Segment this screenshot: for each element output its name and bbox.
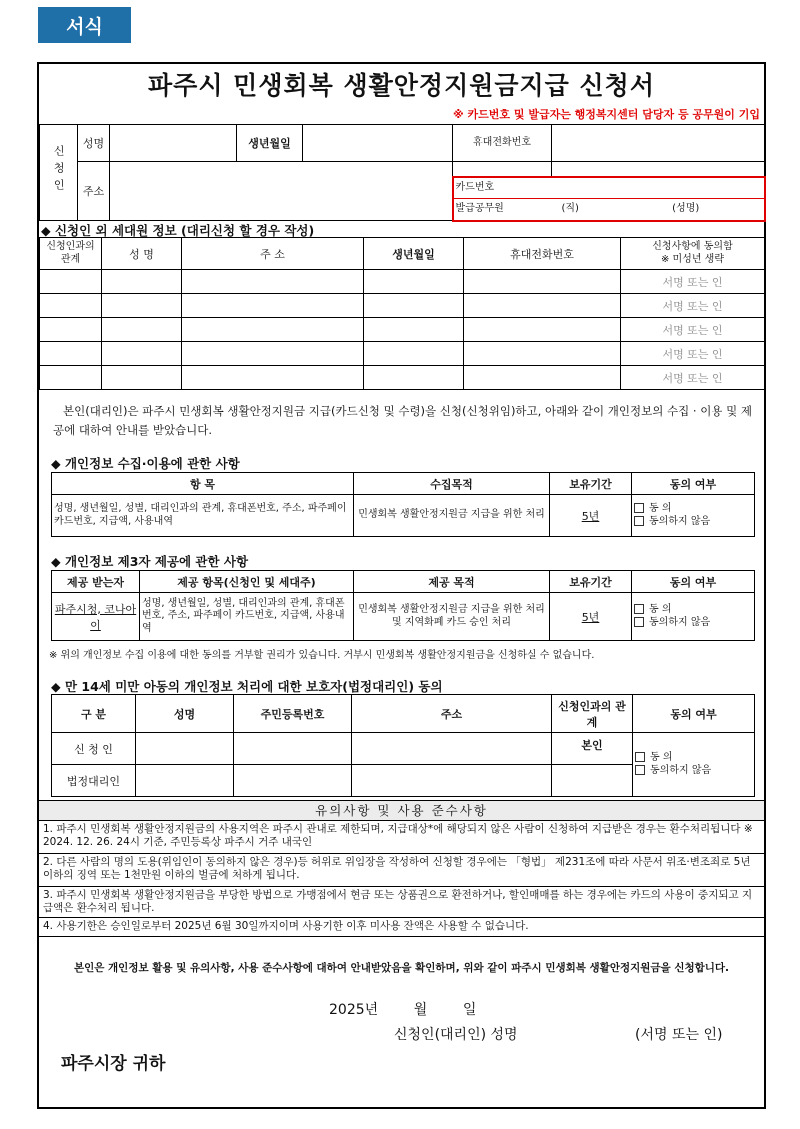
form-frame xyxy=(37,62,766,1109)
hh-cell[interactable] xyxy=(102,342,182,366)
collect-items: 성명, 생년월일, 성별, 대리인과의 관계, 휴대폰번호, 주소, 파주페이 카드번호, 지급액, 사용내역 xyxy=(52,495,354,537)
form-tag: 서식 xyxy=(38,7,131,43)
confirm-text: 본인은 개인정보 활용 및 유의사항, 사용 준수사항에 대하여 안내받았음을 확인하며, 위와 같이 파주시 민생회복 생활안정지원금을 신청합니다. xyxy=(73,962,730,974)
col-purpose: 제공 목적 xyxy=(354,571,550,593)
hh-cell[interactable] xyxy=(364,270,464,294)
guardian-name[interactable] xyxy=(136,765,234,797)
col-relation: 신청인과의 관계 xyxy=(40,238,102,270)
form-title: 파주시 민생회복 생활안정지원금지급 신청서 xyxy=(148,71,655,100)
minor-table xyxy=(51,694,755,797)
sign-cell[interactable]: 서명 또는 인 xyxy=(621,318,765,342)
row-applicant: 신 청 인 xyxy=(52,733,136,765)
hh-cell[interactable] xyxy=(464,318,621,342)
issuer-label: 발급공무원 xyxy=(453,199,552,221)
row-guardian: 법정대리인 xyxy=(52,765,136,797)
sign-cell[interactable]: 서명 또는 인 xyxy=(621,270,765,294)
col-name: 성명 xyxy=(136,695,234,733)
col-type: 구 분 xyxy=(52,695,136,733)
col-consent: 동의 여부 xyxy=(633,695,755,733)
col-item: 항 목 xyxy=(52,473,354,495)
hh-cell[interactable] xyxy=(364,294,464,318)
hh-cell[interactable] xyxy=(102,318,182,342)
hh-cell[interactable] xyxy=(364,366,464,390)
name-label: 성명 xyxy=(78,125,110,162)
minor-name[interactable] xyxy=(136,733,234,765)
third-items: 성명, 생년월일, 성별, 대리인과의 관계, 휴대폰번호, 주소, 파주페이 카드번호, 지급액, 사용내역 xyxy=(140,593,354,641)
date-line[interactable]: 2025년 월 일 xyxy=(329,1002,477,1018)
col-consent: 신청사항에 동의함 ※ 미성년 생략 xyxy=(621,238,765,270)
col-period: 보유기간 xyxy=(550,571,632,593)
col-period: 보유기간 xyxy=(550,473,632,495)
hh-cell[interactable] xyxy=(40,318,102,342)
checkbox-icon[interactable] xyxy=(634,604,644,614)
hh-cell[interactable] xyxy=(102,366,182,390)
col-address: 주 소 xyxy=(182,238,364,270)
card-number-field[interactable] xyxy=(552,177,765,199)
disagree-option[interactable]: 동의하지 않음 xyxy=(635,765,752,778)
col-relation: 신청인과의 관계 xyxy=(552,695,633,733)
third-heading: ◆ 개인정보 제3자 제공에 관한 사항 xyxy=(51,554,249,569)
sign-mark[interactable]: (서명 또는 인) xyxy=(635,1027,723,1043)
col-items: 제공 항목(신청인 및 세대주) xyxy=(140,571,354,593)
dob-field[interactable] xyxy=(303,125,453,162)
hh-cell[interactable] xyxy=(464,294,621,318)
col-purpose: 수집목적 xyxy=(354,473,550,495)
checkbox-icon[interactable] xyxy=(634,503,644,513)
collect-consent xyxy=(632,495,755,537)
address-label: 주소 xyxy=(78,162,110,221)
divider xyxy=(39,886,764,887)
hh-cell[interactable] xyxy=(182,366,364,390)
notice-4: 4. 사용기한은 승인일로부터 2025년 6월 30일까지이며 사용기한 이후 미사용 잔액은 사용할 수 없습니다. xyxy=(43,920,529,932)
sign-cell[interactable]: 서명 또는 인 xyxy=(621,366,765,390)
notice-3: 3. 파주시 민생회복 생활안정지원금을 부당한 방법으로 가맹점에서 현금 또는 상품권으로 환전하거나, 할인매매를 하는 경우에는 카드의 사용이 중지되고 지급액은 환수처리 됩니다. xyxy=(43,889,753,915)
addressee: 파주시장 귀하 xyxy=(61,1054,166,1074)
hh-cell[interactable] xyxy=(364,318,464,342)
name-field[interactable] xyxy=(110,125,237,162)
household-heading: ◆ 신청인 외 세대원 정보 (대리신청 할 경우 작성) xyxy=(41,223,315,238)
applicant-table xyxy=(39,124,766,222)
col-consent: 동의 여부 xyxy=(632,473,755,495)
checkbox-icon[interactable] xyxy=(634,617,644,627)
hh-cell[interactable] xyxy=(182,270,364,294)
refuse-note: ※ 위의 개인정보 수집 이용에 대한 동의를 거부할 권리가 있습니다. 거부시 민생회복 생활안정지원금을 신청하실 수 없습니다. xyxy=(49,650,595,661)
guardian-address[interactable] xyxy=(352,765,552,797)
notice-2: 2. 다른 사람의 명의 도용(위임인이 동의하지 않은 경우)등 허위로 위임장을 작성하여 신청할 경우에는 「형법」 제231조에 따라 사문서 위조·변조죄로 5년 이하의 징역 또는 1천만원 이하의 벌금에 처하게 됩니다. xyxy=(43,856,751,882)
household-table xyxy=(39,237,765,390)
col-phone: 휴대전화번호 xyxy=(464,238,621,270)
hh-cell[interactable] xyxy=(182,342,364,366)
col-recipient: 제공 받는자 xyxy=(52,571,140,593)
collect-period: 5년 xyxy=(550,495,632,537)
divider xyxy=(39,917,764,918)
agree-option[interactable]: 동 의 xyxy=(634,503,752,516)
guardian-relation[interactable] xyxy=(552,765,633,797)
issuer-field[interactable] xyxy=(552,199,765,221)
hh-cell[interactable] xyxy=(182,318,364,342)
divider xyxy=(39,936,764,937)
sign-cell[interactable]: 서명 또는 인 xyxy=(621,294,765,318)
minor-consent xyxy=(633,733,755,797)
notice-1: 1. 파주시 민생회복 생활안정지원금의 사용지역은 파주시 관내로 제한되며, 지급대상*에 해당되지 않은 사람이 신청하여 지급받은 경우는 환수처리됩니다 ※ 2024. 12. 26. 24시 기준, 주민등록상 파주시 거주 내국인 xyxy=(43,823,753,849)
notices-heading: 유의사항 및 사용 준수사항 xyxy=(39,801,764,820)
signature-label: (성명) xyxy=(672,203,700,214)
disagree-option[interactable]: 동의하지 않음 xyxy=(634,516,752,529)
disagree-option[interactable]: 동의하지 않음 xyxy=(634,617,752,630)
sign-cell[interactable]: 서명 또는 인 xyxy=(621,342,765,366)
minor-rrn[interactable] xyxy=(234,733,352,765)
hh-cell[interactable] xyxy=(364,342,464,366)
collect-purpose: 민생회복 생활안정지원금 지급을 위한 처리 xyxy=(354,495,550,537)
divider xyxy=(39,853,764,854)
red-note: ※ 카드번호 및 발급자는 행정복지센터 담당자 등 공무원이 기입 xyxy=(453,108,760,121)
checkbox-icon[interactable] xyxy=(634,516,644,526)
checkbox-icon[interactable] xyxy=(635,765,645,775)
phone-label: 휴대전화번호 xyxy=(453,125,552,162)
col-dob: 생년월일 xyxy=(364,238,464,270)
hh-cell[interactable] xyxy=(464,270,621,294)
third-recipient: 파주시청, 코나아이 xyxy=(52,593,140,641)
position-label: (직) xyxy=(561,203,579,214)
card-number-label: 카드번호 xyxy=(453,177,552,199)
relation-self: 본인 xyxy=(552,733,633,765)
minor-heading: ◆ 만 14세 미만 아동의 개인정보 처리에 대한 보호자(법정대리인) 동의 xyxy=(51,679,443,694)
col-consent: 동의 여부 xyxy=(632,571,755,593)
divider xyxy=(39,820,764,821)
hh-cell[interactable] xyxy=(182,294,364,318)
hh-cell[interactable] xyxy=(40,270,102,294)
hh-cell[interactable] xyxy=(102,294,182,318)
hh-cell[interactable] xyxy=(40,342,102,366)
hh-cell[interactable] xyxy=(464,366,621,390)
spacer xyxy=(453,162,552,177)
col-name: 성 명 xyxy=(102,238,182,270)
agree-option[interactable]: 동 의 xyxy=(634,604,752,617)
third-table xyxy=(51,570,755,641)
hh-cell[interactable] xyxy=(40,366,102,390)
col-address: 주소 xyxy=(352,695,552,733)
sign-label: 신청인(대리인) 성명 xyxy=(394,1027,518,1043)
dob-label: 생년월일 xyxy=(237,125,303,162)
intro-text: 본인(대리인)은 파주시 민생회복 생활안정지원금 지급(카드신청 및 수령)을 신청(신청위임)하고, 아래와 같이 개인정보의 수집 · 이용 및 제공에 대하여 안내를 받았습니다. xyxy=(53,404,752,437)
third-purpose: 민생회복 생활안정지원금 지급을 위한 처리 및 지역화폐 카드 승인 처리 xyxy=(354,593,550,641)
hh-cell[interactable] xyxy=(40,294,102,318)
address-field[interactable] xyxy=(110,162,453,221)
third-consent xyxy=(632,593,755,641)
agree-option[interactable]: 동 의 xyxy=(635,752,752,765)
collect-heading: ◆ 개인정보 수집·이용에 관한 사항 xyxy=(51,456,240,471)
col-rrn: 주민등록번호 xyxy=(234,695,352,733)
hh-cell[interactable] xyxy=(464,342,621,366)
hh-cell[interactable] xyxy=(102,270,182,294)
third-period: 5년 xyxy=(550,593,632,641)
minor-address[interactable] xyxy=(352,733,552,765)
checkbox-icon[interactable] xyxy=(635,752,645,762)
guardian-rrn[interactable] xyxy=(234,765,352,797)
applicant-label: 신청인 xyxy=(40,125,78,221)
phone-field[interactable] xyxy=(552,125,765,162)
collect-table xyxy=(51,472,755,537)
